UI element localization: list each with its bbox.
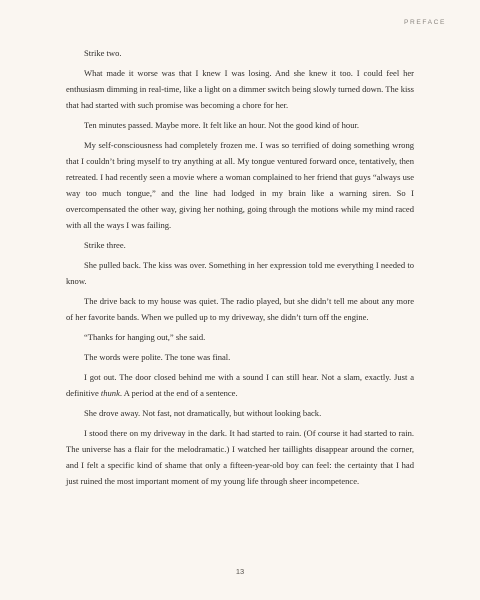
paragraph [66,369,414,401]
paragraph: Strike three. [84,240,126,250]
paragraph: “Thanks for hanging out,” she said. [84,332,206,342]
paragraph: The words were polite. The tone was final. [84,352,231,362]
running-head-section: PREFACE [404,19,446,26]
paragraph: I stood there on my driveway in the dark. It had started to rain. (Of course it had started to rain. The universe has a flair for the melodramatic.) I watched her taillights disappear around the corner, and I felt a specific kind of shame that only a fifteen-year-old boy can feel: the certainty that I had just ruined the most important moment of my young life through sheer incompetence. [66,428,414,486]
paragraph: Strike two. [84,48,122,58]
emphasis-text: thunk [100,388,120,398]
paragraph: The drive back to my house was quiet. The radio played, but she didn’t tell me about any more of her favorite bands. When we pulled up to my driveway, she didn’t turn off the engine. [66,296,414,322]
paragraph: She drove away. Not fast, not dramatically, but without looking back. [84,408,322,418]
body-text [66,45,414,489]
paragraph-text: I got out. The door closed behind me with a sound I can still hear. Not a slam, exactly. Just a definitive [66,372,414,398]
paragraph: Ten minutes passed. Maybe more. It felt like an hour. Not the good kind of hour. [84,120,359,130]
page-number: 13 [235,567,245,576]
paragraph: My self-consciousness had completely frozen me. I was so terrified of doing something wrong that I couldn’t bring myself to try anything at all. My tongue ventured forward once, tentatively, then retreated. I had recently seen a movie where a woman complained to her friend that guys “always use way too much tongue,” and the line had lodged in my brain like a warning siren. So I overcompensated the other way, giving her nothing, going through the motions while my mind raced with all the ways I was failing. [66,140,414,230]
paragraph: She pulled back. The kiss was over. Something in her expression told me everything I needed to know. [66,260,414,286]
paragraph: What made it worse was that I knew I was losing. And she knew it too. I could feel her enthusiasm dimming in real-time, like a light on a dimmer switch being slowly turned down. The kiss that had started with such promise was becoming a chore for her. [66,68,414,110]
paragraph-text: . A period at the end of a sentence. [119,388,238,398]
